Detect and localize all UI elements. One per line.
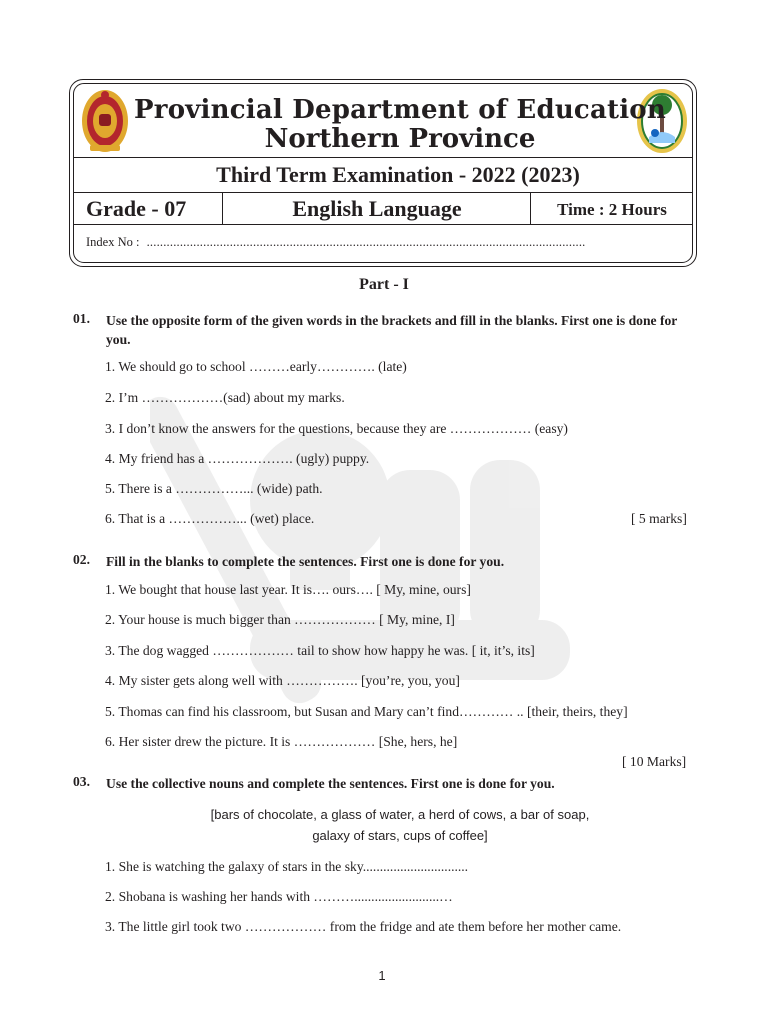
province-title: Northern Province: [264, 124, 536, 154]
question-item: 6. That is a ……………... (wet) place.: [105, 511, 315, 526]
question-item: 4. My friend has a ………………. (ugly) puppy.: [105, 451, 370, 466]
question-item: 3. I don’t know the answers for the questions, because they are ……………… (easy): [105, 421, 568, 436]
index-dotted-line: ....................................................................................................................................: [146, 235, 586, 249]
question-item: 4. My sister gets along well with ……………. [you’re, you, you]: [105, 673, 460, 688]
grade-label: Grade - 07: [86, 196, 187, 221]
question-item: 1. We should go to school ………early…………. (late): [105, 359, 407, 374]
question-number: 02.: [73, 552, 90, 567]
question-number: 01.: [73, 311, 90, 326]
question-item: 1. We bought that house last year. It is…. ours…. [ My, mine, ours]: [105, 582, 471, 597]
header-divider: [74, 224, 692, 225]
question-instruction: Use the collective nouns and complete the sentences. First one is done for you.: [106, 776, 555, 791]
index-number-field: [86, 235, 586, 250]
part-title: Part - I: [359, 276, 409, 293]
index-label: Index No :: [86, 235, 140, 249]
question-item: 5. There is a ……………... (wide) path.: [105, 481, 323, 496]
question-item: 2. I’m ………………(sad) about my marks.: [105, 390, 345, 405]
question-item: 2. Shobana is washing her hands with ……….........................…: [105, 889, 453, 904]
header-divider: [74, 157, 692, 158]
question-item: 3. The dog wagged ……………… tail to show how happy he was. [ it, it’s, its]: [105, 643, 535, 658]
question-item: 5. Thomas can find his classroom, but Susan and Mary can’t find………… .. [their, theirs, they]: [105, 704, 628, 719]
header-divider: [74, 192, 692, 193]
question-item: 1. She is watching the galaxy of stars in the sky...............................: [105, 859, 469, 874]
marks-label: [ 5 marks]: [631, 511, 687, 526]
subject-label: English Language: [292, 196, 462, 221]
question-item: 2. Your house is much bigger than ……………… [ My, mine, I]: [105, 612, 455, 627]
time-label: Time : 2 Hours: [557, 200, 667, 219]
question-instruction: Fill in the blanks to complete the sentences. First one is done for you.: [106, 554, 505, 569]
department-title: Provincial Department of Education: [134, 95, 666, 125]
marks-label: [ 10 Marks]: [622, 754, 687, 769]
word-box: [0, 804, 768, 846]
question-item: 3. The little girl took two ……………… from the fridge and ate them before her mother came.: [105, 919, 622, 934]
page-number: 1: [378, 968, 386, 983]
question-number: 03.: [73, 774, 90, 789]
header-cell-divider: [222, 192, 223, 224]
exam-title: Third Term Examination - 2022 (2023): [216, 162, 580, 187]
word-box-line: galaxy of stars, cups of coffee]: [312, 828, 488, 843]
question-item: 6. Her sister drew the picture. It is ……………… [She, hers, he]: [105, 734, 458, 749]
question-instruction: Use the opposite form of the given words in the brackets and fill in the blanks. First one is done for you.: [106, 313, 678, 347]
word-box-line: [bars of chocolate, a glass of water, a herd of cows, a bar of soap,: [210, 807, 590, 822]
